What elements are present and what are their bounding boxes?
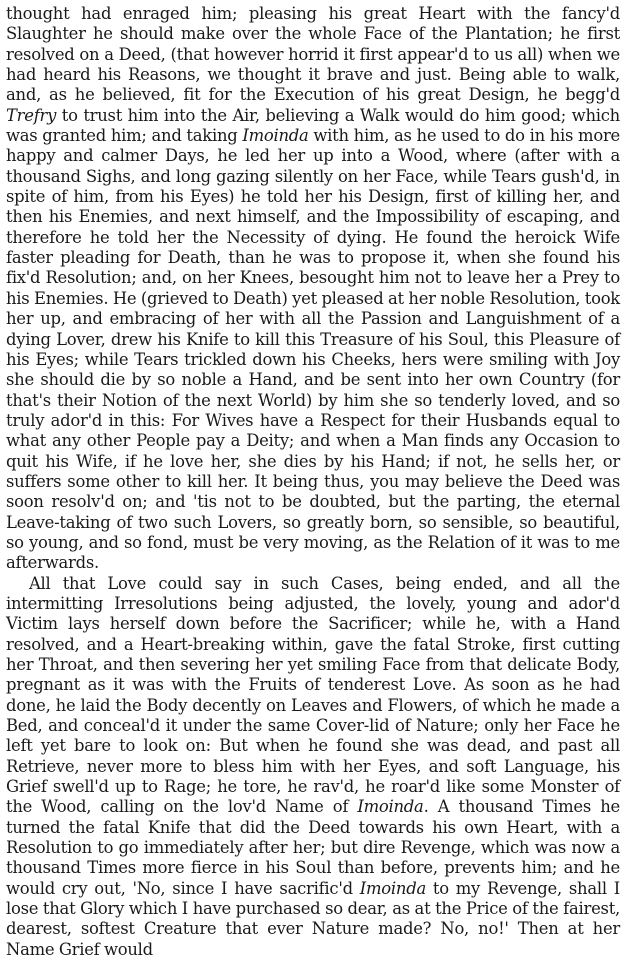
text-run: with him, as he used to do in his more happy and calmer Days, he led her up into a Wood, where (after with a thousand Sighs, and long gazing silently on her Face, while Tears gush'd, in spite of him, from his Eyes) he told her his Design, first of killing her, and then his Enemies, and next himself, and the Impossibility of escaping, and therefore he told her the Necessity of dying. He found the heroick Wife faster pleading for Death, than he was to propose it, when she found his fix'd Resolution; and, on her Knees, besought him not to leave her a Prey to his Enemies. He (grieved to Death) yet pleased at her noble Resolution, took her up, and embracing of her with all the Passion and Languishment of a dying Lover, drew his Knife to kill this Treasure of his Soul, this Pleasure of his Eyes; while Tears trickled down his Cheeks, hers were smiling with Joy she should die by so noble a Hand, and be sent into her own Country (for that's their Notion of the next World) by him she so tenderly loved, and so truly ador'd in this: For Wives have a Respect for their Husbands equal to what any other People pay a Deity; and when a Man finds any Occasion to quit his Wife, if he love her, she dies by his Hand; if not, he sells her, or suffers some other to kill her. It being thus, you may believe the Deed was soon resolv'd on; and 'tis not to be doubted, but the parting, the eternal Leave-taking of two such Lovers, so greatly born, so sensible, so beautiful, so young, and so fond, must be very moving, as the Relation of it was to me afterwards. [6, 126, 620, 573]
italic-name: Imoinda [242, 126, 309, 146]
paragraph-1 [6, 4, 620, 574]
italic-name: Trefry [6, 105, 57, 125]
text-run: thought had enraged him; pleasing his great Heart with the fancy'd Slaughter he should make over the whole Face of the Plantation; he first resolved on a Deed, (that however horrid it first appear'd to us all) when we had heard his Reasons, we thought it brave and just. Being able to walk, and, as he believed, fit for the Execution of his great Design, he begg'd [6, 4, 620, 105]
text-run: to my Revenge, shall I lose that Glory which I have purchased so dear, as at the Price of the fairest, dearest, softest Creature that ever Nature made? No, no!' Then at her Name Grief would [6, 878, 620, 959]
italic-name: Imoinda [357, 797, 424, 817]
document-page [6, 4, 620, 960]
paragraph-2 [6, 574, 620, 960]
text-run: All that Love could say in such Cases, being ended, and all the intermitting Irresolutions being adjusted, the lovely, young and ador'd Victim lays herself down before the Sacrificer; while he, with a Hand resolved, and a Heart-breaking within, gave the fatal Stroke, first cutting her Throat, and then severing her yet smiling Face from that delicate Body, pregnant as it was with the Fruits of tenderest Love. As soon as he had done, he laid the Body decently on Leaves and Flowers, of which he made a Bed, and conceal'd it under the same Cover-lid of Nature; only her Face he left yet bare to look on: But when he found she was dead, and past all Retrieve, never more to bless him with her Eyes, and soft Language, his Grief swell'd up to Rage; he tore, he rav'd, he roar'd like some Monster of the Wood, calling on the lov'd Name of [6, 573, 620, 817]
text-run: . A thousand Times he turned the fatal Knife that did the Deed towards his own Heart, with a Resolution to go immediately after her; but dire Revenge, which was now a thousand Times more fierce in his Soul than before, prevents him; and he would cry out, 'No, since I have sacrific'd [6, 797, 620, 898]
italic-name: Imoinda [359, 878, 426, 898]
text-run: to trust him into the Air, believing a Walk would do him good; which was granted him; and taking [6, 105, 620, 146]
